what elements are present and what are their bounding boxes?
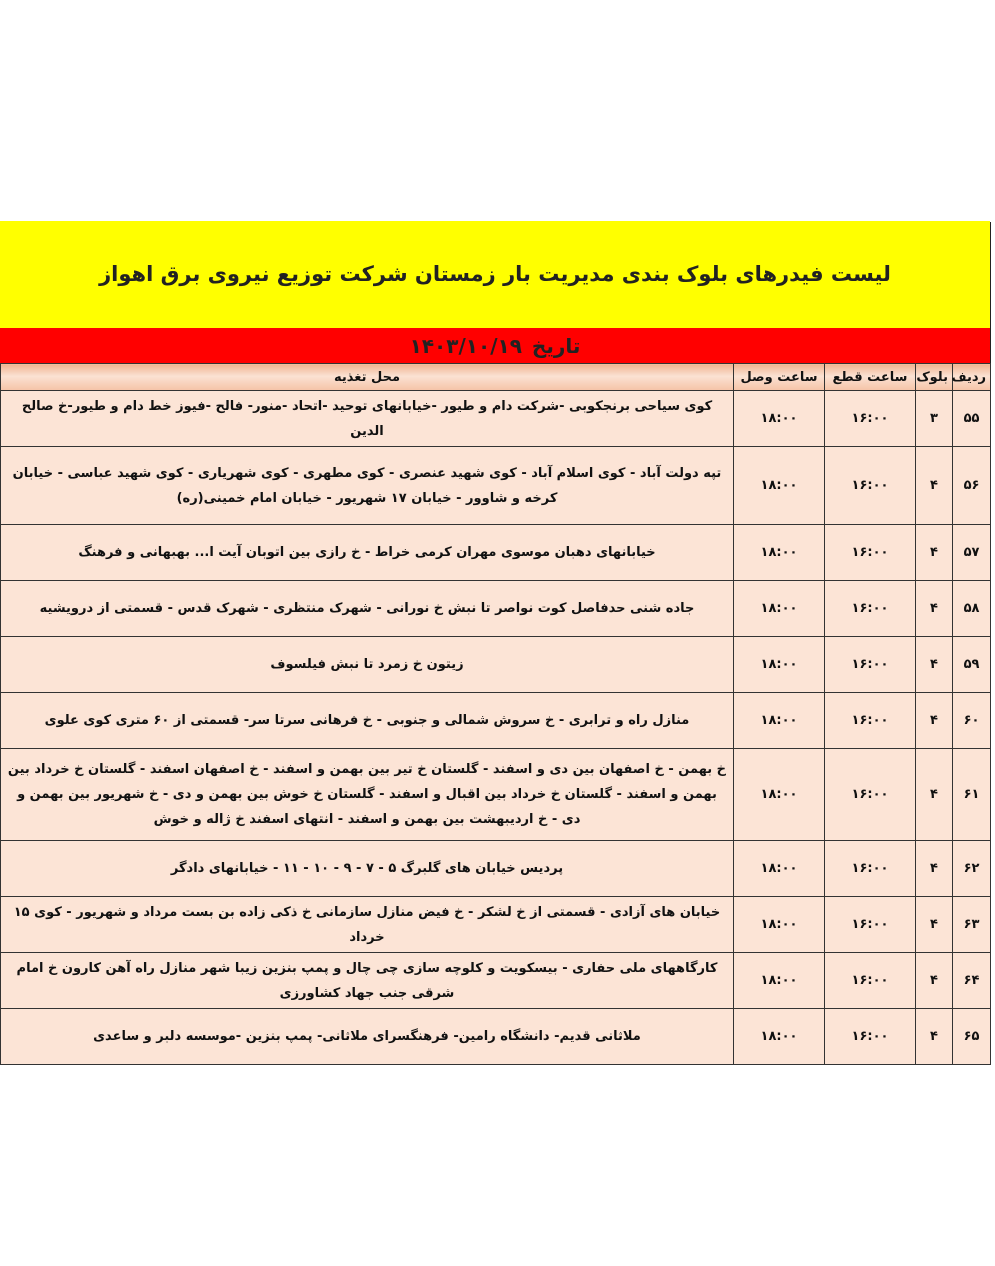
date-value: ۱۴۰۳/۱۰/۱۹ [409,333,522,358]
connect-time: ۱۸:۰۰ [734,749,825,841]
column-header-location: محل تغذیه [1,364,734,391]
feed-location: خیابانهای دهبان موسوی مهران کرمی خراط - خ رازی بین اتوبان آیت ا... بهبهانی و فرهنگ [1,525,734,581]
cut-time: ۱۶:۰۰ [825,841,916,897]
feeder-schedule-sheet [0,221,990,1065]
row-number: ۶۵ [953,1009,991,1065]
table-row [1,1009,991,1065]
block-number: ۴ [916,525,953,581]
connect-time: ۱۸:۰۰ [734,637,825,693]
table-row [1,749,991,841]
feed-location: خ بهمن - خ اصفهان بین دی و اسفند - گلستان خ تیر بین بهمن و اسفند - خ اصفهان اسفند - گلستان خ خرداد بین بهمن و اسفند - گلستان خ خرداد بین اقبال و اسفند - گلستان خ خوش بین بهمن و دی - خ شهریور بین بهمن و دی - خ اردیبهشت بین بهمن و اسفند - انتهای اسفند خ ژاله و خوش [1,749,734,841]
feed-location: خیابان های آزادی - قسمتی از خ لشکر - خ فیض منازل سازمانی خ ذکی زاده بن بست مرداد و شهریور - کوی ۱۵ خرداد [1,897,734,953]
date-label: تاریخ [531,333,581,358]
table-row [1,953,991,1009]
column-header-connect-time: ساعت وصل [734,364,825,391]
block-number: ۴ [916,1009,953,1065]
block-number: ۴ [916,447,953,525]
table-row [1,391,991,447]
feed-location: کارگاههای ملی حفاری - بیسکویت و کلوچه سازی چی چال و پمپ بنزین زیبا شهر منازل راه آهن کارون خ امام شرقی جنب جهاد کشاورزی [1,953,734,1009]
connect-time: ۱۸:۰۰ [734,953,825,1009]
cut-time: ۱۶:۰۰ [825,897,916,953]
cut-time: ۱۶:۰۰ [825,525,916,581]
column-header-block: بلوک [916,364,953,391]
feed-location: کوی سیاحی برنجکوبی -شرکت دام و طیور -خیابانهای توحید -اتحاد -منور- فالح -فیوز خط دام و طیور-خ صالح الدین [1,391,734,447]
connect-time: ۱۸:۰۰ [734,525,825,581]
row-number: ۶۳ [953,897,991,953]
table-row [1,581,991,637]
cut-time: ۱۶:۰۰ [825,581,916,637]
table-row [1,693,991,749]
connect-time: ۱۸:۰۰ [734,693,825,749]
connect-time: ۱۸:۰۰ [734,1009,825,1065]
block-number: ۴ [916,897,953,953]
cut-time: ۱۶:۰۰ [825,447,916,525]
row-number: ۶۱ [953,749,991,841]
connect-time: ۱۸:۰۰ [734,581,825,637]
feed-location: تپه دولت آباد - کوی اسلام آباد - کوی شهید عنصری - کوی مطهری - کوی شهریاری - کوی شهید عباسی - خیابان کرخه و شاوور - خیابان ۱۷ شهریور - خیابان امام خمینی(ره) [1,447,734,525]
cut-time: ۱۶:۰۰ [825,1009,916,1065]
table-row [1,525,991,581]
block-number: ۴ [916,841,953,897]
cut-time: ۱۶:۰۰ [825,953,916,1009]
row-number: ۵۶ [953,447,991,525]
table-row [1,897,991,953]
row-number: ۵۷ [953,525,991,581]
feeder-table [0,363,991,1065]
page-title: لیست فیدرهای بلوک بندی مدیریت بار زمستان شرکت توزیع نیروی برق اهواز [99,261,891,286]
row-number: ۶۰ [953,693,991,749]
connect-time: ۱۸:۰۰ [734,391,825,447]
connect-time: ۱۸:۰۰ [734,841,825,897]
block-number: ۳ [916,391,953,447]
block-number: ۴ [916,637,953,693]
cut-time: ۱۶:۰۰ [825,693,916,749]
cut-time: ۱۶:۰۰ [825,637,916,693]
block-number: ۴ [916,749,953,841]
title-banner [0,221,990,328]
feed-location: پردیس خیابان های گلبرگ ۵ - ۷ - ۹ - ۱۰ - ۱۱ - خیابانهای دادگر [1,841,734,897]
date-banner [0,328,990,363]
connect-time: ۱۸:۰۰ [734,897,825,953]
row-number: ۵۸ [953,581,991,637]
feed-location: منازل راه و ترابری - خ سروش شمالی و جنوبی - خ فرهانی سرتا سر- قسمتی از ۶۰ متری کوی علوی [1,693,734,749]
feed-location: زیتون خ زمرد تا نبش فیلسوف [1,637,734,693]
cut-time: ۱۶:۰۰ [825,749,916,841]
table-row [1,637,991,693]
cut-time: ۱۶:۰۰ [825,391,916,447]
row-number: ۶۴ [953,953,991,1009]
row-number: ۶۲ [953,841,991,897]
block-number: ۴ [916,693,953,749]
table-row [1,841,991,897]
feed-location: ملاثانی قدیم- دانشگاه رامین- فرهنگسرای ملاثانی- پمپ بنزین -موسسه دلبر و ساعدی [1,1009,734,1065]
connect-time: ۱۸:۰۰ [734,447,825,525]
block-number: ۴ [916,581,953,637]
row-number: ۵۵ [953,391,991,447]
table-header-row [1,364,991,391]
block-number: ۴ [916,953,953,1009]
column-header-cut-time: ساعت قطع [825,364,916,391]
table-row [1,447,991,525]
feed-location: جاده شنی حدفاصل کوت نواصر تا نبش خ نورانی - شهرک منتظری - شهرک قدس - قسمتی از درویشیه [1,581,734,637]
column-header-row-number: ردیف [953,364,991,391]
row-number: ۵۹ [953,637,991,693]
